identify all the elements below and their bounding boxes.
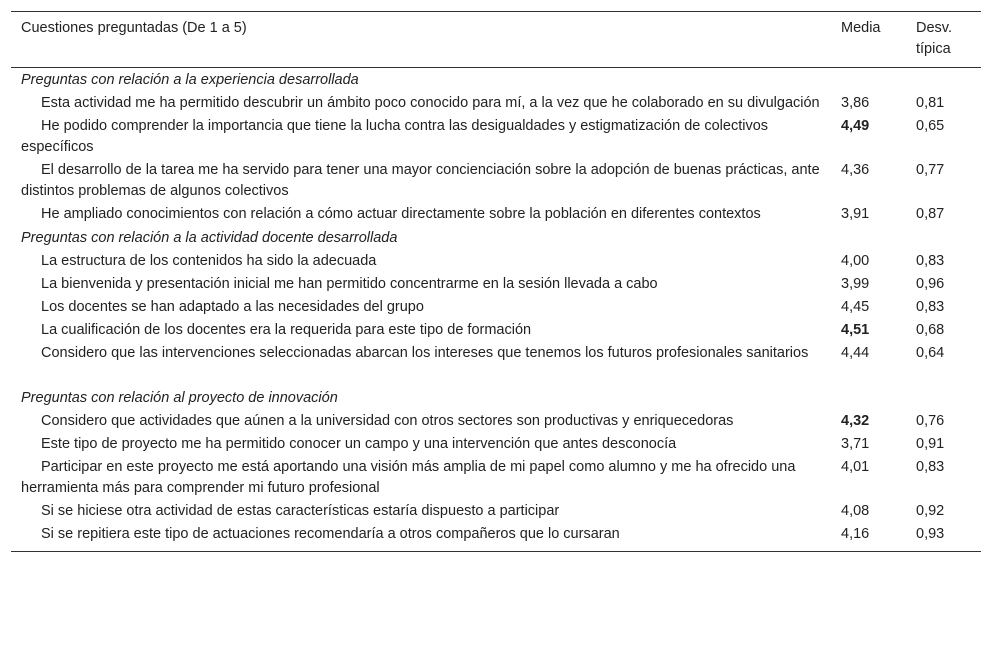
table-row	[11, 319, 981, 342]
question-cell: Los docentes se han adaptado a las necesidades del grupo	[41, 299, 424, 315]
table-row	[11, 203, 981, 226]
table-row	[11, 523, 981, 552]
section-title: Preguntas con relación a la experiencia desarrollada	[21, 72, 359, 88]
question-cell: Esta actividad me ha permitido descubrir un ámbito poco conocido para mí, a la vez que he colaborado en su divulgación	[41, 95, 820, 111]
survey-table-container	[11, 11, 981, 552]
table-row	[11, 250, 981, 273]
question-cell: Considero que actividades que aúnen a la universidad con otros sectores son productivas y enriquecedoras	[41, 413, 734, 429]
header-sd-line1: Desv.	[916, 20, 952, 36]
sd-cell: 0,77	[916, 162, 945, 178]
mean-cell: 3,86	[841, 95, 870, 111]
sd-cell: 0,96	[916, 276, 945, 292]
table-row	[11, 159, 981, 203]
sd-cell: 0,68	[916, 322, 945, 338]
table-row	[11, 296, 981, 319]
section-header-row	[11, 68, 981, 93]
question-cell: La bienvenida y presentación inicial me han permitido concentrarme en la sesión llevada a cabo	[41, 276, 658, 292]
sd-cell: 0,76	[916, 413, 945, 429]
question-cell: He podido comprender la importancia que tiene la lucha contra las desigualdades y estigmatización de colectivos específicos	[21, 118, 769, 155]
spacer-row	[11, 365, 981, 386]
header-sd	[906, 12, 981, 68]
sd-cell: 0,81	[916, 95, 945, 111]
table-header-row	[11, 12, 981, 68]
section-title: Preguntas con relación a la actividad docente desarrollada	[21, 230, 398, 246]
mean-cell: 4,32	[841, 413, 870, 429]
section-header-row	[11, 226, 981, 250]
sd-cell: 0,92	[916, 503, 945, 519]
sd-cell: 0,83	[916, 459, 945, 475]
header-sd-line2: típica	[916, 41, 951, 57]
spacer-cell	[11, 365, 981, 386]
header-question: Cuestiones preguntadas (De 1 a 5)	[21, 20, 247, 36]
mean-cell: 3,91	[841, 206, 870, 222]
question-cell: Participar en este proyecto me está aportando una visión más amplia de mi papel como alumno y me ha ofrecido una herramienta más para comprender mi futuro profesional	[21, 459, 796, 496]
table-row	[11, 456, 981, 500]
section-title: Preguntas con relación al proyecto de innovación	[21, 390, 338, 406]
section-header-row	[11, 386, 981, 410]
sd-cell: 0,83	[916, 299, 945, 315]
mean-cell: 4,45	[841, 299, 870, 315]
table-row	[11, 410, 981, 433]
sd-cell: 0,93	[916, 526, 945, 542]
mean-cell: 4,16	[841, 526, 870, 542]
mean-cell: 4,08	[841, 503, 870, 519]
table-row	[11, 433, 981, 456]
question-cell: La estructura de los contenidos ha sido la adecuada	[41, 253, 377, 269]
sd-cell: 0,64	[916, 345, 945, 361]
header-mean: Media	[841, 20, 881, 36]
mean-cell: 4,49	[841, 118, 870, 134]
table-row	[11, 273, 981, 296]
sd-cell: 0,91	[916, 436, 945, 452]
mean-cell: 4,00	[841, 253, 870, 269]
mean-cell: 4,36	[841, 162, 870, 178]
question-cell: Si se repitiera este tipo de actuaciones recomendaría a otros compañeros que lo cursaran	[41, 526, 620, 542]
question-cell: He ampliado conocimientos con relación a cómo actuar directamente sobre la población en diferentes contextos	[41, 206, 761, 222]
question-cell: Considero que las intervenciones seleccionadas abarcan los intereses que tenemos los futuros profesionales sanitarios	[41, 345, 809, 361]
mean-cell: 4,01	[841, 459, 870, 475]
table-row	[11, 115, 981, 159]
question-cell: La cualificación de los docentes era la requerida para este tipo de formación	[41, 322, 532, 338]
table-row	[11, 500, 981, 523]
mean-cell: 3,99	[841, 276, 870, 292]
mean-cell: 3,71	[841, 436, 870, 452]
table-row	[11, 92, 981, 115]
mean-cell: 4,51	[841, 322, 870, 338]
question-cell: Si se hiciese otra actividad de estas características estaría dispuesto a participar	[41, 503, 560, 519]
question-cell: Este tipo de proyecto me ha permitido conocer un campo y una intervención que antes desconocía	[41, 436, 677, 452]
table-row	[11, 342, 981, 365]
survey-table	[11, 11, 981, 552]
question-cell: El desarrollo de la tarea me ha servido para tener una mayor concienciación sobre la adopción de buenas prácticas, ante distintos problemas de algunos colectivos	[21, 162, 820, 199]
sd-cell: 0,83	[916, 253, 945, 269]
sd-cell: 0,65	[916, 118, 945, 134]
sd-cell: 0,87	[916, 206, 945, 222]
mean-cell: 4,44	[841, 345, 870, 361]
